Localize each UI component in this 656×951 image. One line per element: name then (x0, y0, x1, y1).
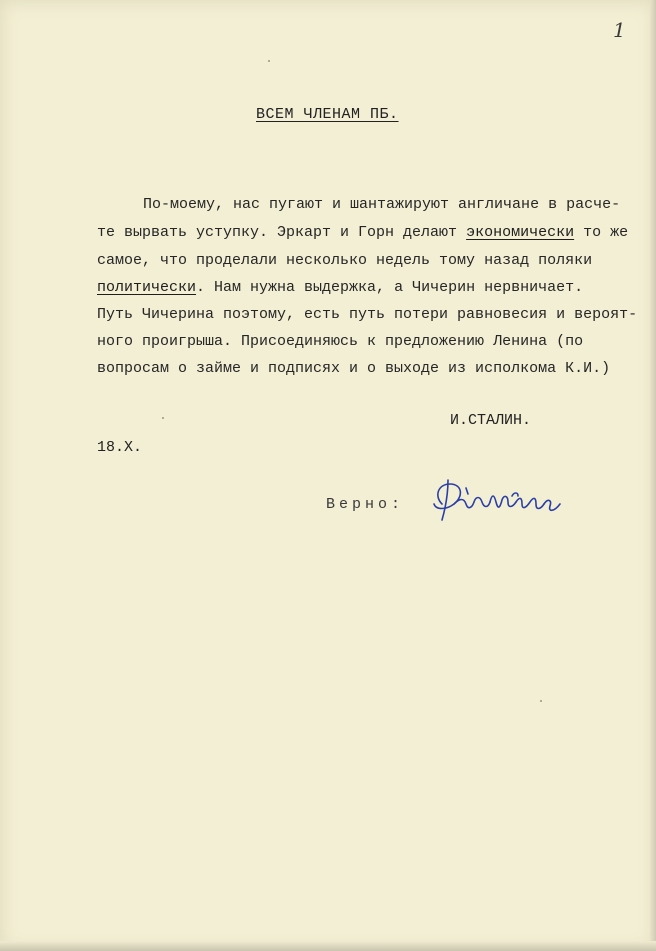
body-line-5: Путь Чичерина поэтому, есть путь потери равновесия и вероят- (97, 306, 638, 323)
document-title: ВСЕМ ЧЛЕНАМ ПБ. (256, 106, 399, 123)
paper-speck (540, 700, 542, 702)
body-line-1: По-моему, нас пугают и шантажируют англичане в расче- (143, 196, 621, 213)
document-date: 18.Х. (97, 439, 143, 456)
body-line-2 (97, 224, 628, 241)
underlined-economically: экономически (466, 224, 575, 241)
scan-edge-right (650, 0, 656, 951)
body-line-4 (97, 279, 583, 296)
body-line-6: ного проигрыша. Присоединяюсь к предложению Ленина (по (97, 333, 584, 350)
handwritten-signature (428, 474, 566, 532)
body-line-4-end: . Нам нужна выдержка, а Чичерин нервничает. (196, 279, 584, 296)
page-number: 1 (613, 18, 626, 42)
paper-speck (162, 417, 164, 419)
body-line-2-text: те вырвать уступку. Эркарт и Горн делают (97, 224, 458, 241)
paper-speck (268, 60, 270, 62)
scan-edge-bottom (0, 941, 656, 951)
underlined-politically: политически (97, 279, 197, 296)
body-line-2-end: то же (583, 224, 629, 241)
certified-label: Верно: (326, 496, 405, 513)
body-line-7: вопросам о займе и подписях и о выходе из исполкома К.И.) (97, 360, 611, 377)
signer-name: И.СТАЛИН. (450, 412, 532, 429)
body-line-3: самое, что проделали несколько недель тому назад поляки (97, 252, 593, 269)
